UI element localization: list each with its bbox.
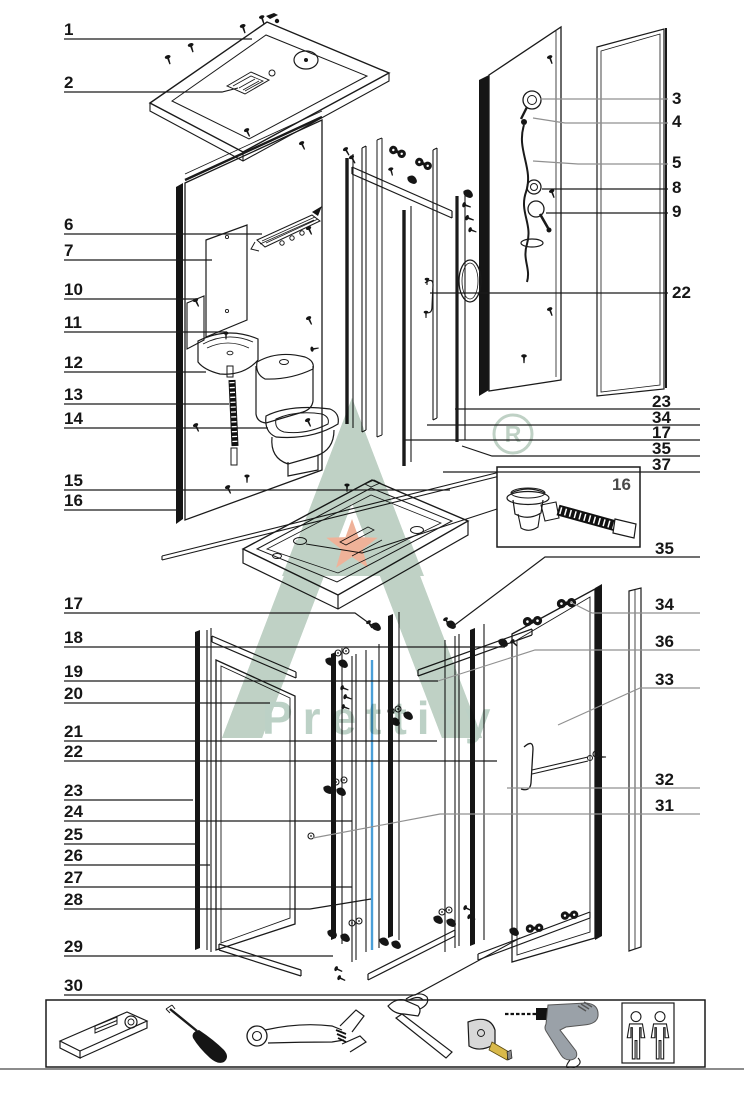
callout-10-16: 16 (64, 491, 83, 510)
light-unit (227, 70, 275, 94)
callout-39-33: 33 (655, 670, 674, 689)
callout-16-22: 22 (64, 742, 83, 761)
callout-3-7: 7 (64, 241, 74, 260)
diverter-knob (527, 180, 541, 194)
callout-33-17: 17 (652, 423, 671, 442)
callout-6-12: 12 (64, 353, 83, 372)
callout-8-14: 14 (64, 409, 83, 428)
callout-0-1: 1 (64, 20, 74, 39)
roof-panel (150, 13, 389, 161)
callout-15-21: 21 (64, 722, 83, 741)
panel-screws (192, 127, 314, 494)
right-back-panels (479, 27, 666, 396)
detail-box-label: 16 (612, 475, 631, 494)
tools-box (46, 994, 705, 1068)
drain-hose (227, 366, 237, 465)
callout-28-8: 8 (672, 178, 682, 197)
callout-line-27-5 (533, 161, 668, 164)
mirror (206, 225, 247, 337)
callout-41-31: 31 (655, 796, 674, 815)
callout-21-27: 27 (64, 868, 83, 887)
callout-18-24: 24 (64, 802, 83, 821)
towel-rack (251, 206, 322, 251)
callout-38-36: 36 (655, 632, 674, 651)
callout-line-24-30 (64, 938, 520, 995)
callout-26-4: 4 (672, 112, 682, 131)
callout-14-20: 20 (64, 684, 83, 703)
glass-door (512, 589, 595, 962)
callout-9-15: 15 (64, 471, 83, 490)
callout-2-6: 6 (64, 215, 74, 234)
shower-head-holder (521, 119, 527, 125)
callout-5-11: 11 (64, 313, 82, 332)
shower-column (459, 91, 552, 302)
callout-24-30: 30 (64, 976, 83, 995)
callout-line-36-35 (452, 557, 700, 627)
callout-35-37: 37 (652, 455, 671, 474)
callout-17-23: 23 (64, 781, 83, 800)
callout-27-5: 5 (672, 153, 682, 172)
callout-1-2: 2 (64, 73, 74, 92)
callout-12-18: 18 (64, 628, 83, 647)
callout-22-28: 28 (64, 890, 83, 909)
lower-fittings (308, 616, 519, 982)
callout-36-35: 35 (655, 539, 674, 558)
callout-40-32: 32 (655, 770, 674, 789)
watermark (222, 398, 532, 744)
callout-7-13: 13 (64, 385, 83, 404)
toilet (244, 345, 338, 482)
soap-dish (521, 239, 543, 247)
door-handle (521, 743, 606, 789)
callout-37-34: 34 (655, 595, 674, 614)
callout-20-26: 26 (64, 846, 83, 865)
shower-hose (522, 125, 529, 282)
callout-line-1-2 (64, 88, 238, 92)
callout-32-34: 34 (652, 408, 671, 427)
callout-31-23: 23 (652, 392, 671, 411)
sink (198, 332, 258, 375)
callout-34-35: 35 (652, 439, 671, 458)
callout-13-19: 19 (64, 662, 83, 681)
callout-line-26-4 (533, 118, 668, 123)
upper-door-assembly (342, 138, 477, 466)
back-wall-panel (176, 111, 338, 524)
callout-19-25: 25 (64, 825, 83, 844)
door-handle-bracket (424, 278, 433, 318)
callout-25-3: 3 (672, 89, 682, 108)
callout-23-29: 29 (64, 937, 83, 956)
callout-11-17: 17 (64, 594, 83, 613)
callout-line-22-28 (64, 899, 371, 909)
callout-4-10: 10 (64, 280, 83, 299)
registered-mark: R (504, 421, 522, 447)
callout-line-11-17 (64, 613, 377, 629)
wall-bracket-plate (187, 296, 204, 349)
callout-29-9: 9 (672, 202, 682, 221)
shower-head (523, 91, 541, 109)
brand-wordmark: Prettify (262, 692, 501, 744)
callout-30-22: 22 (672, 283, 691, 302)
